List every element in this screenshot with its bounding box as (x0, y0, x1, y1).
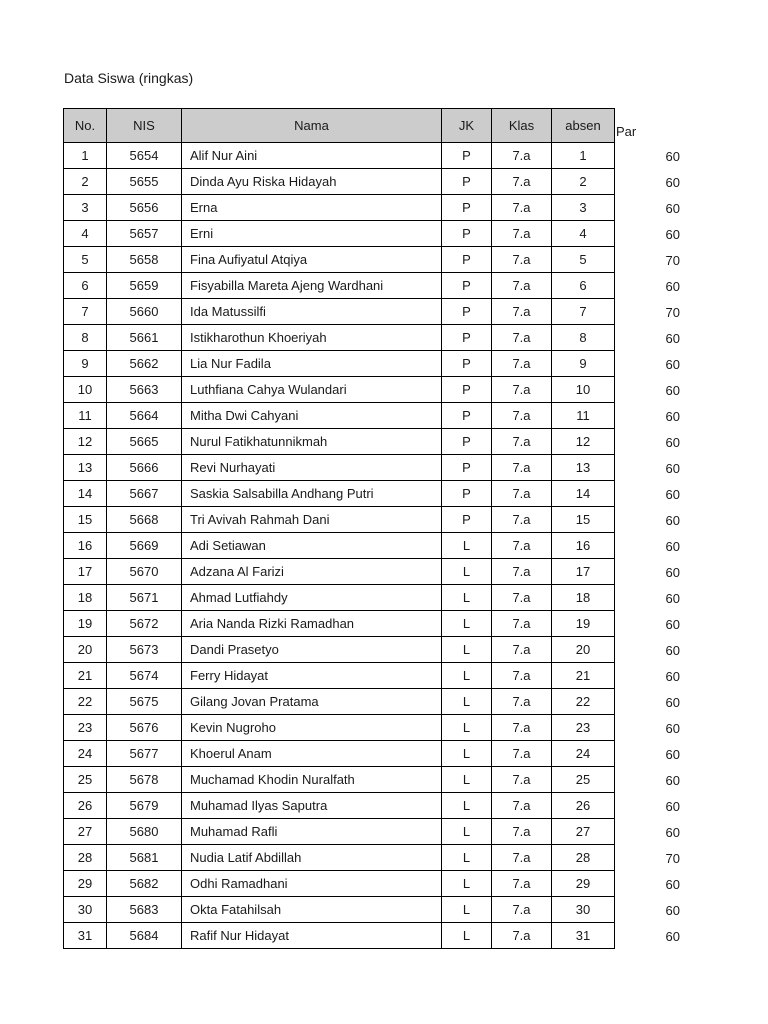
cell-klas: 7.a (492, 273, 552, 299)
table-row (64, 767, 615, 793)
cell-absen: 20 (552, 637, 615, 663)
par-column-header: Par (616, 124, 637, 139)
par-value: 60 (665, 461, 680, 476)
cell-absen: 29 (552, 871, 615, 897)
cell-nis: 5671 (107, 585, 182, 611)
cell-jk: P (442, 351, 492, 377)
cell-nama: Istikharothun Khoeriyah (182, 325, 442, 351)
cell-no: 28 (64, 845, 107, 871)
cell-absen: 14 (552, 481, 615, 507)
cell-no: 3 (64, 195, 107, 221)
cell-no: 24 (64, 741, 107, 767)
cell-no: 5 (64, 247, 107, 273)
table-row (64, 819, 615, 845)
cell-nama: Luthfiana Cahya Wulandari (182, 377, 442, 403)
cell-klas: 7.a (492, 325, 552, 351)
cell-nama: Dinda Ayu Riska Hidayah (182, 169, 442, 195)
cell-nis: 5662 (107, 351, 182, 377)
table-row (64, 533, 615, 559)
cell-klas: 7.a (492, 559, 552, 585)
cell-nama: Rafif Nur Hidayat (182, 923, 442, 949)
table-row (64, 897, 615, 923)
table-row (64, 403, 615, 429)
header-nama: Nama (182, 109, 442, 143)
cell-nama: Adi Setiawan (182, 533, 442, 559)
par-value: 60 (665, 617, 680, 632)
cell-nama: Aria Nanda Rizki Ramadhan (182, 611, 442, 637)
cell-klas: 7.a (492, 897, 552, 923)
cell-no: 20 (64, 637, 107, 663)
cell-no: 17 (64, 559, 107, 585)
cell-klas: 7.a (492, 663, 552, 689)
cell-no: 1 (64, 143, 107, 169)
cell-nama: Adzana Al Farizi (182, 559, 442, 585)
cell-nis: 5663 (107, 377, 182, 403)
table-row (64, 923, 615, 949)
par-value: 60 (665, 435, 680, 450)
par-value: 60 (665, 877, 680, 892)
cell-jk: P (442, 247, 492, 273)
cell-klas: 7.a (492, 455, 552, 481)
student-table (63, 108, 615, 949)
cell-nis: 5676 (107, 715, 182, 741)
table-row (64, 689, 615, 715)
cell-no: 26 (64, 793, 107, 819)
par-value: 60 (665, 383, 680, 398)
cell-absen: 13 (552, 455, 615, 481)
par-value: 60 (665, 773, 680, 788)
cell-no: 10 (64, 377, 107, 403)
par-value: 60 (665, 643, 680, 658)
cell-absen: 28 (552, 845, 615, 871)
cell-jk: P (442, 403, 492, 429)
table-row (64, 637, 615, 663)
cell-no: 25 (64, 767, 107, 793)
cell-klas: 7.a (492, 377, 552, 403)
cell-no: 13 (64, 455, 107, 481)
cell-nis: 5656 (107, 195, 182, 221)
table-row (64, 247, 615, 273)
par-value: 60 (665, 357, 680, 372)
table-row (64, 351, 615, 377)
cell-nama: Fisyabilla Mareta Ajeng Wardhani (182, 273, 442, 299)
cell-nama: Nudia Latif Abdillah (182, 845, 442, 871)
cell-nis: 5682 (107, 871, 182, 897)
par-value: 60 (665, 279, 680, 294)
cell-no: 4 (64, 221, 107, 247)
cell-nis: 5664 (107, 403, 182, 429)
table-row (64, 559, 615, 585)
par-value: 60 (665, 331, 680, 346)
cell-jk: L (442, 663, 492, 689)
cell-jk: P (442, 429, 492, 455)
cell-klas: 7.a (492, 533, 552, 559)
cell-nis: 5668 (107, 507, 182, 533)
cell-nis: 5660 (107, 299, 182, 325)
cell-nama: Muhamad Rafli (182, 819, 442, 845)
cell-jk: P (442, 169, 492, 195)
cell-klas: 7.a (492, 585, 552, 611)
cell-nis: 5657 (107, 221, 182, 247)
cell-klas: 7.a (492, 481, 552, 507)
cell-jk: L (442, 637, 492, 663)
cell-absen: 19 (552, 611, 615, 637)
cell-absen: 5 (552, 247, 615, 273)
cell-nis: 5669 (107, 533, 182, 559)
cell-absen: 22 (552, 689, 615, 715)
cell-klas: 7.a (492, 247, 552, 273)
cell-jk: L (442, 533, 492, 559)
cell-jk: P (442, 143, 492, 169)
cell-klas: 7.a (492, 767, 552, 793)
par-value: 60 (665, 747, 680, 762)
cell-no: 19 (64, 611, 107, 637)
cell-nis: 5658 (107, 247, 182, 273)
cell-absen: 21 (552, 663, 615, 689)
par-value: 60 (665, 409, 680, 424)
cell-no: 9 (64, 351, 107, 377)
cell-nis: 5677 (107, 741, 182, 767)
table-row (64, 871, 615, 897)
par-value: 60 (665, 539, 680, 554)
cell-jk: L (442, 767, 492, 793)
table-row (64, 377, 615, 403)
cell-no: 21 (64, 663, 107, 689)
par-value: 60 (665, 799, 680, 814)
table-row (64, 663, 615, 689)
cell-nama: Muhamad Ilyas Saputra (182, 793, 442, 819)
cell-no: 7 (64, 299, 107, 325)
cell-jk: P (442, 481, 492, 507)
cell-nis: 5675 (107, 689, 182, 715)
cell-klas: 7.a (492, 351, 552, 377)
table-row (64, 429, 615, 455)
cell-klas: 7.a (492, 871, 552, 897)
cell-absen: 11 (552, 403, 615, 429)
cell-no: 31 (64, 923, 107, 949)
table-row (64, 845, 615, 871)
cell-nis: 5683 (107, 897, 182, 923)
cell-no: 6 (64, 273, 107, 299)
cell-klas: 7.a (492, 715, 552, 741)
cell-no: 8 (64, 325, 107, 351)
cell-klas: 7.a (492, 169, 552, 195)
cell-nama: Ahmad Lutfiahdy (182, 585, 442, 611)
cell-klas: 7.a (492, 741, 552, 767)
cell-jk: P (442, 299, 492, 325)
cell-no: 29 (64, 871, 107, 897)
cell-klas: 7.a (492, 689, 552, 715)
par-value: 60 (665, 929, 680, 944)
cell-absen: 24 (552, 741, 615, 767)
cell-nama: Nurul Fatikhatunnikmah (182, 429, 442, 455)
table-row (64, 611, 615, 637)
par-value: 60 (665, 227, 680, 242)
table-row (64, 299, 615, 325)
cell-no: 16 (64, 533, 107, 559)
cell-nis: 5667 (107, 481, 182, 507)
table-row (64, 481, 615, 507)
cell-klas: 7.a (492, 429, 552, 455)
cell-absen: 31 (552, 923, 615, 949)
cell-klas: 7.a (492, 611, 552, 637)
cell-nama: Kevin Nugroho (182, 715, 442, 741)
cell-klas: 7.a (492, 819, 552, 845)
cell-jk: L (442, 793, 492, 819)
cell-jk: P (442, 273, 492, 299)
table-row (64, 507, 615, 533)
cell-jk: L (442, 689, 492, 715)
cell-klas: 7.a (492, 793, 552, 819)
cell-nama: Erna (182, 195, 442, 221)
par-value: 60 (665, 565, 680, 580)
cell-jk: L (442, 715, 492, 741)
cell-jk: L (442, 611, 492, 637)
table-body (64, 143, 615, 949)
cell-no: 11 (64, 403, 107, 429)
cell-nama: Ida Matussilfi (182, 299, 442, 325)
table-row (64, 325, 615, 351)
cell-nis: 5654 (107, 143, 182, 169)
par-value: 70 (665, 851, 680, 866)
cell-no: 23 (64, 715, 107, 741)
par-column (640, 142, 680, 948)
par-value: 60 (665, 591, 680, 606)
cell-nama: Tri Avivah Rahmah Dani (182, 507, 442, 533)
header-nis: NIS (107, 109, 182, 143)
cell-absen: 18 (552, 585, 615, 611)
cell-klas: 7.a (492, 637, 552, 663)
cell-absen: 23 (552, 715, 615, 741)
cell-nama: Dandi Prasetyo (182, 637, 442, 663)
cell-jk: L (442, 559, 492, 585)
cell-nama: Mitha Dwi Cahyani (182, 403, 442, 429)
cell-no: 18 (64, 585, 107, 611)
par-value: 60 (665, 669, 680, 684)
cell-nama: Okta Fatahilsah (182, 897, 442, 923)
cell-klas: 7.a (492, 403, 552, 429)
cell-jk: P (442, 507, 492, 533)
cell-nis: 5661 (107, 325, 182, 351)
cell-absen: 30 (552, 897, 615, 923)
cell-absen: 1 (552, 143, 615, 169)
cell-nis: 5674 (107, 663, 182, 689)
cell-nama: Fina Aufiyatul Atqiya (182, 247, 442, 273)
cell-nis: 5666 (107, 455, 182, 481)
cell-nama: Alif Nur Aini (182, 143, 442, 169)
par-value: 60 (665, 721, 680, 736)
header-no: No. (64, 109, 107, 143)
cell-klas: 7.a (492, 507, 552, 533)
cell-absen: 26 (552, 793, 615, 819)
document-title: Data Siswa (ringkas) (64, 70, 194, 86)
cell-jk: L (442, 897, 492, 923)
header-klas: Klas (492, 109, 552, 143)
table-header-row (64, 109, 615, 143)
cell-nis: 5678 (107, 767, 182, 793)
cell-jk: L (442, 741, 492, 767)
table-row (64, 585, 615, 611)
cell-absen: 7 (552, 299, 615, 325)
cell-jk: L (442, 819, 492, 845)
cell-jk: P (442, 455, 492, 481)
cell-nis: 5673 (107, 637, 182, 663)
cell-klas: 7.a (492, 845, 552, 871)
table-row (64, 741, 615, 767)
cell-absen: 9 (552, 351, 615, 377)
cell-absen: 3 (552, 195, 615, 221)
cell-nis: 5679 (107, 793, 182, 819)
par-value: 60 (665, 825, 680, 840)
par-value: 70 (665, 305, 680, 320)
cell-nama: Erni (182, 221, 442, 247)
cell-jk: P (442, 377, 492, 403)
cell-nama: Khoerul Anam (182, 741, 442, 767)
par-value: 60 (665, 695, 680, 710)
cell-no: 27 (64, 819, 107, 845)
cell-nis: 5665 (107, 429, 182, 455)
cell-jk: L (442, 585, 492, 611)
cell-absen: 15 (552, 507, 615, 533)
cell-jk: L (442, 923, 492, 949)
cell-nama: Saskia Salsabilla Andhang Putri (182, 481, 442, 507)
cell-klas: 7.a (492, 195, 552, 221)
cell-absen: 10 (552, 377, 615, 403)
cell-absen: 2 (552, 169, 615, 195)
cell-no: 22 (64, 689, 107, 715)
par-value: 60 (665, 513, 680, 528)
cell-absen: 16 (552, 533, 615, 559)
cell-absen: 8 (552, 325, 615, 351)
cell-nama: Muchamad Khodin Nuralfath (182, 767, 442, 793)
cell-nama: Ferry Hidayat (182, 663, 442, 689)
cell-absen: 6 (552, 273, 615, 299)
cell-jk: P (442, 195, 492, 221)
cell-absen: 17 (552, 559, 615, 585)
cell-nama: Revi Nurhayati (182, 455, 442, 481)
table-row (64, 273, 615, 299)
cell-nama: Gilang Jovan Pratama (182, 689, 442, 715)
cell-nis: 5670 (107, 559, 182, 585)
cell-nis: 5672 (107, 611, 182, 637)
cell-no: 30 (64, 897, 107, 923)
header-absen: absen (552, 109, 615, 143)
cell-nama: Lia Nur Fadila (182, 351, 442, 377)
cell-absen: 4 (552, 221, 615, 247)
cell-absen: 12 (552, 429, 615, 455)
cell-jk: L (442, 845, 492, 871)
cell-klas: 7.a (492, 299, 552, 325)
cell-klas: 7.a (492, 221, 552, 247)
par-value: 70 (665, 253, 680, 268)
cell-nis: 5681 (107, 845, 182, 871)
par-value: 60 (665, 175, 680, 190)
cell-nis: 5680 (107, 819, 182, 845)
table-row (64, 169, 615, 195)
par-value: 60 (665, 149, 680, 164)
table-row (64, 195, 615, 221)
cell-jk: L (442, 871, 492, 897)
par-value: 60 (665, 201, 680, 216)
table-row (64, 455, 615, 481)
cell-no: 14 (64, 481, 107, 507)
cell-nis: 5655 (107, 169, 182, 195)
table-row (64, 221, 615, 247)
cell-klas: 7.a (492, 923, 552, 949)
cell-no: 15 (64, 507, 107, 533)
cell-no: 12 (64, 429, 107, 455)
table-row (64, 715, 615, 741)
table-row (64, 793, 615, 819)
cell-nama: Odhi Ramadhani (182, 871, 442, 897)
cell-absen: 27 (552, 819, 615, 845)
cell-jk: P (442, 325, 492, 351)
par-value: 60 (665, 903, 680, 918)
cell-nis: 5659 (107, 273, 182, 299)
cell-jk: P (442, 221, 492, 247)
cell-klas: 7.a (492, 143, 552, 169)
header-jk: JK (442, 109, 492, 143)
cell-absen: 25 (552, 767, 615, 793)
table-row (64, 143, 615, 169)
par-value: 60 (665, 487, 680, 502)
cell-no: 2 (64, 169, 107, 195)
cell-nis: 5684 (107, 923, 182, 949)
